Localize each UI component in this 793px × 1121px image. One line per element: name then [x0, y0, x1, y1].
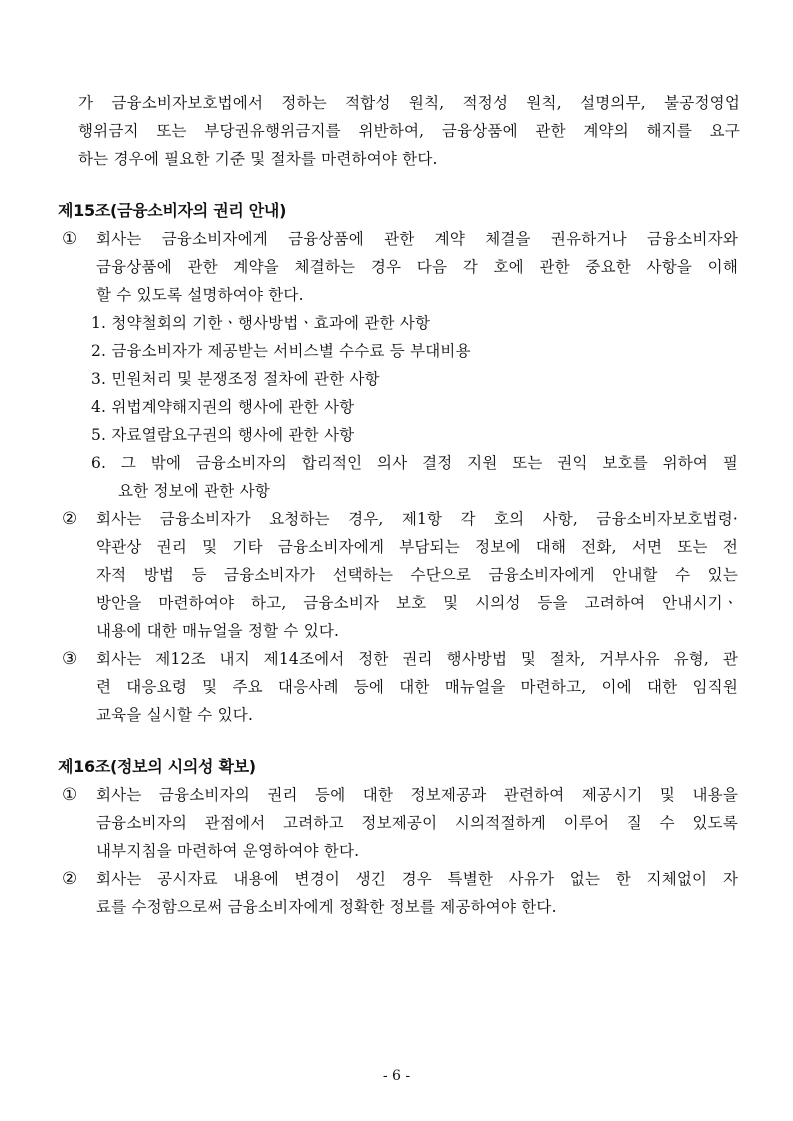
intro-line-3: 하는 경우에 필요한 기준 및 절차를 마련하여야 한다.	[78, 150, 438, 168]
art15-item-1: 1. 청약철회의 기한ㆍ행사방법ㆍ효과에 관한 사항	[91, 314, 431, 332]
art15-item-2: 2. 금융소비자가 제공받는 서비스별 수수료 등 부대비용	[91, 342, 471, 360]
art15-para1-line-3: 할 수 있도록 설명하여야 한다.	[96, 286, 304, 304]
art16-para2-line-1: 회사는 공시자료 내용에 변경이 생긴 경우 특별한 사유가 없는 한 지체없이 자	[96, 870, 738, 888]
art15-para2-line-2: 약관상 권리 및 기타 금융소비자에게 부담되는 정보에 대해 전화, 서면 또는 전	[96, 538, 738, 556]
art15-item-5: 5. 자료열람요구권의 행사에 관한 사항	[91, 426, 355, 444]
article-15-title: 제15조(금융소비자의 권리 안내)	[58, 201, 287, 220]
art15-para1-line-2: 금융상품에 관한 계약을 체결하는 경우 다음 각 호에 관한 중요한 사항을 이해	[96, 258, 738, 276]
page-number: - 6 -	[382, 1068, 411, 1084]
art15-para3-marker: ③	[62, 649, 78, 669]
art15-para3-line-1: 회사는 제12조 내지 제14조에서 정한 권리 행사방법 및 절차, 거부사유 유형, 관	[96, 650, 738, 668]
art16-para1-line-3: 내부지침을 마련하여 운영하여야 한다.	[96, 842, 360, 860]
art16-para2-marker: ②	[62, 869, 78, 889]
art15-para2-line-1: 회사는 금융소비자가 요청하는 경우, 제1항 각 호의 사항, 금융소비자보호법령·	[96, 510, 738, 528]
art15-item-6: 6. 그 밖에 금융소비자의 합리적인 의사 결정 지원 또는 권익 보호를 위하여 필	[91, 454, 738, 472]
intro-line-1: 가 금융소비자보호법에서 정하는 적합성 원칙, 적정성 원칙, 설명의무, 불공정영업	[78, 94, 740, 112]
art15-para1-marker: ①	[62, 229, 78, 249]
art15-item-4: 4. 위법계약해지권의 행사에 관한 사항	[91, 398, 355, 416]
art16-para2-line-2: 료를 수정함으로써 금융소비자에게 정확한 정보를 제공하여야 한다.	[96, 898, 557, 916]
article-16-title: 제16조(정보의 시의성 확보)	[58, 757, 256, 776]
art15-para2-line-3: 자적 방법 등 금융소비자가 선택하는 수단으로 금융소비자에게 안내할 수 있는	[96, 566, 738, 584]
art16-para1-line-1: 회사는 금융소비자의 권리 등에 대한 정보제공과 관련하여 제공시기 및 내용을	[96, 786, 738, 804]
art16-para1-marker: ①	[62, 785, 78, 805]
art15-para1-line-1: 회사는 금융소비자에게 금융상품에 관한 계약 체결을 권유하거나 금융소비자와	[96, 230, 738, 248]
intro-line-2: 행위금지 또는 부당권유행위금지를 위반하여, 금융상품에 관한 계약의 해지를 요구	[78, 122, 740, 140]
art15-para3-line-3: 교육을 실시할 수 있다.	[96, 706, 254, 724]
art16-para1-line-2: 금융소비자의 관점에서 고려하고 정보제공이 시의적절하게 이루어 질 수 있도록	[96, 814, 738, 832]
art15-para3-line-2: 련 대응요령 및 주요 대응사례 등에 대한 매뉴얼을 마련하고, 이에 대한 임직원	[96, 678, 738, 696]
art15-para2-line-4: 방안을 마련하여야 하고, 금융소비자 보호 및 시의성 등을 고려하여 안내시기ㆍ	[96, 594, 738, 612]
art15-para2-marker: ②	[62, 509, 78, 529]
art15-item-6-cont: 요한 정보에 관한 사항	[118, 482, 270, 500]
art15-item-3: 3. 민원처리 및 분쟁조정 절차에 관한 사항	[91, 370, 380, 388]
art15-para2-line-5: 내용에 대한 매뉴얼을 정할 수 있다.	[96, 622, 340, 640]
